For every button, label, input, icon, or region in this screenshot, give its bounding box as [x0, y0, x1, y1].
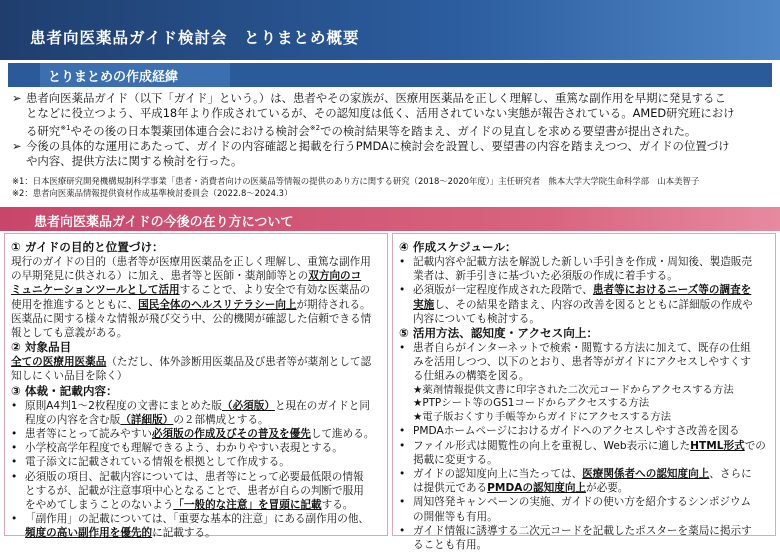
text: 今後の具体的な運用にあたって、ガイドの内容確認と掲載を行うPMDAに検討会を設置し、要望書の内容を踏まえつつ、ガイドの位置づけ [26, 138, 730, 153]
bullet-icon: • [399, 425, 406, 438]
text: と現在のガイドと同 [274, 399, 370, 412]
subheading: ② 対象品目 [11, 340, 72, 355]
text: する。 [321, 499, 354, 512]
emphasis: HTML形式 [690, 439, 745, 452]
text: みを活用しつつ、以下のとおり、患者等がガイドにアクセスしやすくす [413, 356, 751, 369]
text: ることも有用。 [413, 539, 488, 552]
paragraph [11, 255, 381, 340]
text: る仕組みの構築を図る。 [413, 370, 530, 383]
text: る研究 [26, 123, 61, 138]
text: 内容についても検討する。 [413, 312, 540, 325]
list-item [399, 424, 769, 438]
emphasis: 医療関係者への認知度向上 [582, 468, 710, 481]
list-item [11, 399, 381, 427]
paragraph [11, 355, 381, 383]
text: は提供元である [413, 482, 488, 495]
arrow-bullet-icon: ➢ [12, 91, 22, 105]
subheading: ① ガイドの目的と位置づけ： [11, 240, 164, 254]
summary-body [12, 91, 772, 199]
subheading: ⑤ 活用方法、認知度・アクセス向上： [399, 326, 599, 341]
footnotes [12, 175, 772, 199]
text: 、さらに [709, 468, 752, 481]
emphasis: 国民全体のヘルスリテラシー向上 [138, 298, 297, 311]
text: となどに役立つよう、平成18年より作成されているが、その認知度は低く、活用されていない実態が報告されている。AMED研究班におけ [26, 106, 735, 120]
text: し、その結果を踏まえ、内容の改善を図るとともに詳細版の作成や [434, 298, 753, 311]
star-item: ★薬剤情報提供文書に印字された二次元コードからアクセスする方法 [413, 383, 734, 396]
summary-bullet [12, 139, 772, 169]
star-item: ★電子版おくすり手帳等からガイドにアクセスする方法 [413, 410, 672, 423]
bullet-icon: • [399, 524, 406, 537]
footnote-ref: ※1 [60, 124, 71, 132]
text: をやめてしまうことのないよう [25, 499, 174, 512]
text: 「副作用」の記載については、「重要な基本的注意」にある副作用の他、 [25, 513, 370, 526]
section-title-future: 患者向医薬品ガイドの今後の在り方について [34, 215, 294, 230]
footnote: ※1：日本医療研究開発機構規制科学事業「患者・消費者向けの医薬品等情報の提供のあり方に関する研究（2018～2020年度）」主任研究者 熊本大学大学院生命科学部 山本美智子 [12, 175, 700, 186]
bullet-icon: • [11, 428, 18, 441]
text: の開催等も有用。 [413, 510, 498, 523]
text: や内容、提供方法に関する検討を行った。 [26, 153, 243, 168]
list-item [399, 341, 769, 384]
list-item [399, 283, 769, 326]
text: 患者等にとって読みやすい [25, 428, 152, 441]
text: に記載する。 [152, 527, 216, 540]
text: 必須版の項目、記載内容については、患者等にとって必要最低限の情報 [25, 470, 364, 483]
list-item [11, 512, 381, 540]
text: 使用を推進するとともに、 [11, 298, 139, 311]
text: PMDAホームページにおけるガイドへのアクセスしやすさ改善を図る [413, 425, 740, 438]
bullet-icon: • [11, 470, 18, 483]
text: （ただし、体外診断用医薬品及び患者等が薬剤として認 [106, 356, 372, 369]
emphasis: （必須版） [221, 399, 275, 412]
footnote: ※2：患者向医薬品情報提供資材作成基準検討委員会（2022.8～2024.3） [12, 187, 293, 198]
emphasis: ミュニケーションツールとして活用 [11, 284, 180, 297]
text: 程度の内容を含む版 [25, 413, 121, 426]
emphasis: 「一般的な注意」を冒頭に記載 [173, 499, 322, 512]
footnote-ref: ※2 [309, 124, 321, 132]
text: 患者自らがインターネットで検索・閲覧する方法に加えて、既存の仕組 [413, 342, 751, 355]
bullet-icon: • [399, 439, 406, 452]
text: 電子添文に記載されている情報を根拠として作成する。 [25, 456, 290, 469]
list-item [11, 470, 381, 513]
text: 小学校高学年程度でも理解できるよう、わかりやすい表現とする。 [25, 442, 343, 455]
text: 必須版が一定程度作成された段階で、 [413, 284, 593, 297]
text: の早期発見に供される）に加え、患者等と医師・薬剤師等との [11, 270, 309, 283]
text: 記載内容や記載方法を解説した新しい手引きを作成・周知後、製造販売 [413, 256, 752, 268]
text: 現行のガイドの目的（患者等が医療用医薬品を正しく理解し、重篤な副作用 [11, 256, 371, 268]
list-item [11, 427, 381, 441]
page-title: 患者向医薬品ガイド検討会 とりまとめ概要 [30, 29, 360, 47]
list-item [11, 455, 381, 469]
section-title-summary: とりまとめの作成経緯 [48, 70, 179, 85]
text: 患者向医薬品ガイド（以下「ガイド」という。）は、患者やその家族が、医療用医薬品を正しく理解し、重篤な副作用を早期に発見するこ [26, 91, 726, 105]
right-panel [392, 233, 776, 552]
list-item [399, 439, 769, 467]
bullet-icon: • [399, 496, 406, 509]
text: の２部構成とする。 [173, 413, 269, 426]
star-item: ★PTPシート等のGS1コードからアクセスする方法 [413, 397, 650, 410]
emphasis: PMDAの認知度向上 [487, 482, 587, 495]
text: が必要。 [586, 482, 629, 495]
text: して進める。 [310, 428, 375, 441]
arrow-bullet-icon: ➢ [12, 138, 22, 153]
bullet-icon: • [11, 442, 18, 455]
text: 周知啓発キャンペーンの実施、ガイドの使い方を紹介するシンポジウム [413, 496, 752, 509]
emphasis: 必須版の作成及びその普及を優先 [151, 428, 311, 441]
text: 掲載に変更する。 [413, 453, 498, 466]
emphasis: 双方向のコ [308, 270, 362, 283]
text: 知しにくい品目を除く） [11, 370, 128, 383]
bullet-icon: • [399, 342, 406, 355]
list-item [399, 524, 769, 552]
text: とするが、記載が注意事項中心となることで、患者が自らの判断で服用 [25, 484, 364, 497]
emphasis: 頻度の高い副作用を優先的 [25, 527, 153, 540]
list-item [399, 495, 769, 523]
text: での検討結果等を踏まえ、ガイドの見直しを求める要望書が提出された。 [320, 123, 697, 138]
emphasis: 全ての医療用医薬品 [11, 356, 107, 369]
list-item [11, 441, 381, 455]
text: やその後の日本製薬団体連合会における検討会 [70, 123, 310, 138]
left-panel [4, 233, 388, 540]
text: ガイドの認知度向上に当たっては、 [413, 468, 583, 481]
emphasis: （詳細版） [120, 413, 174, 426]
summary-bullet [12, 91, 772, 139]
text: 報としても意義がある。 [11, 327, 128, 340]
bullet-icon: • [11, 456, 18, 469]
text: ガイド情報に誘導する二次元コードを記載したポスターを薬局に掲示す [413, 524, 752, 537]
bullet-icon: • [11, 513, 18, 526]
emphasis: 患者等におけるニーズ等の調査を [592, 284, 752, 297]
bullet-icon: • [399, 284, 406, 297]
text: での [744, 439, 766, 452]
bullet-icon: • [11, 399, 18, 412]
text: 業者は、新手引きに基づいた必須版の作成に着手する。 [413, 270, 678, 283]
list-item [399, 467, 769, 495]
bullet-icon: • [399, 468, 406, 481]
text: が期待される。 [296, 298, 371, 311]
text: ファイル形式は閲覧性の向上を重視し、Web表示に適した [413, 439, 691, 452]
bullet-icon: • [399, 256, 406, 268]
text: 医薬品に関する様々な情報が飛び交う中、公的機関が確認した信頼できる情 [11, 312, 372, 325]
subheading: ③ 体裁・記載内容： [11, 383, 118, 398]
text: することで、より安全で有効な医薬品の [179, 284, 371, 297]
list-item [399, 255, 769, 283]
subheading: ④ 作成スケジュール： [399, 240, 517, 254]
emphasis: 実施 [413, 298, 435, 311]
text: 原則A4判1～2枚程度の文書にまとめた版 [25, 399, 222, 412]
